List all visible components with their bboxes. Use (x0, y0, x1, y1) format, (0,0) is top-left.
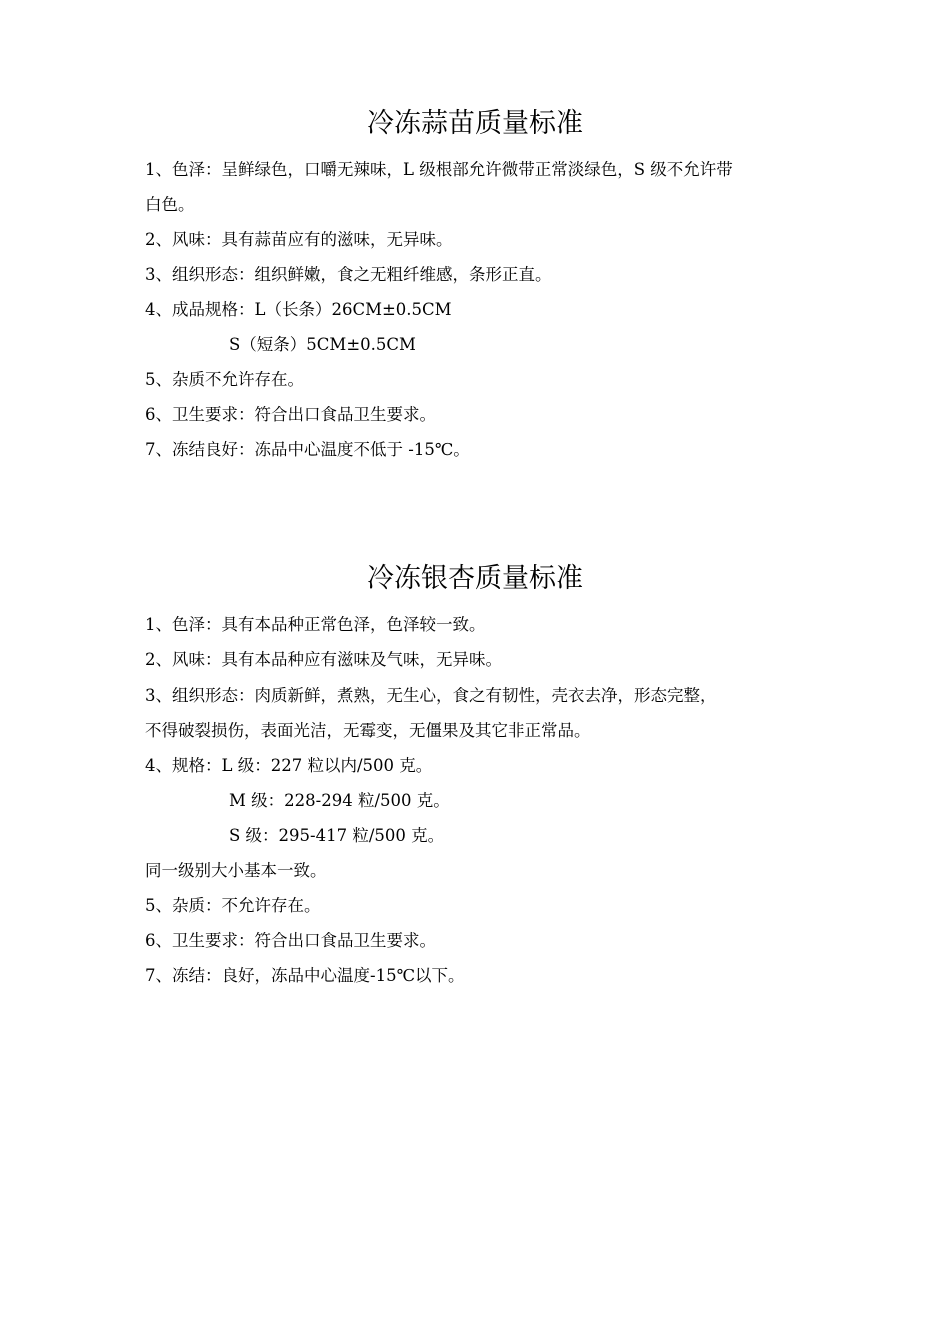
garlic-line-4-spec-s: S（短条）5CM±0.5CM (229, 335, 416, 354)
garlic-line-5: 5、杂质不允许存在。 (145, 370, 304, 389)
ginkgo-line-6: 6、卫生要求：符合出口食品卫生要求。 (145, 931, 436, 950)
ginkgo-line-3: 3、组织形态：肉质新鲜，煮熟，无生心，食之有韧性，壳衣去净，形态完整， (145, 686, 717, 705)
garlic-line-1: 1、色泽：呈鲜绿色，口嚼无辣味，L 级根部允许微带正常淡绿色，S 级不允许带 (145, 160, 733, 179)
garlic-line-3: 3、组织形态：组织鲜嫩，食之无粗纤维感，条形正直。 (145, 265, 552, 284)
garlic-line-4: 4、成品规格：L（长条）26CM±0.5CM (145, 300, 452, 319)
ginkgo-line-4-spec-s: S 级：295-417 粒/500 克。 (229, 826, 445, 845)
ginkgo-line-7: 7、冻结：良好，冻品中心温度-15℃以下。 (145, 966, 465, 985)
ginkgo-line-2: 2、风味：具有本品种应有滋味及气味，无异味。 (145, 650, 502, 669)
ginkgo-line-1: 1、色泽：具有本品种正常色泽，色泽较一致。 (145, 615, 486, 634)
garlic-line-6: 6、卫生要求：符合出口食品卫生要求。 (145, 405, 436, 424)
garlic-line-7: 7、冻结良好：冻品中心温度不低于 -15℃。 (145, 440, 470, 459)
garlic-line-2: 2、风味：具有蒜苗应有的滋味，无异味。 (145, 230, 453, 249)
ginkgo-line-4: 4、规格：L 级：227 粒以内/500 克。 (145, 756, 433, 775)
ginkgo-line-4-spec-m: M 级：228-294 粒/500 克。 (229, 791, 450, 810)
section-title-garlic-sprout: 冷冻蒜苗质量标准 (367, 108, 583, 139)
garlic-line-1-cont: 白色。 (145, 195, 195, 214)
ginkgo-line-size-note: 同一级别大小基本一致。 (145, 861, 327, 880)
ginkgo-line-5: 5、杂质：不允许存在。 (145, 896, 321, 915)
ginkgo-line-3-cont: 不得破裂损伤，表面光洁，无霉变，无僵果及其它非正常品。 (145, 721, 591, 740)
section-title-ginkgo: 冷冻银杏质量标准 (367, 563, 583, 594)
